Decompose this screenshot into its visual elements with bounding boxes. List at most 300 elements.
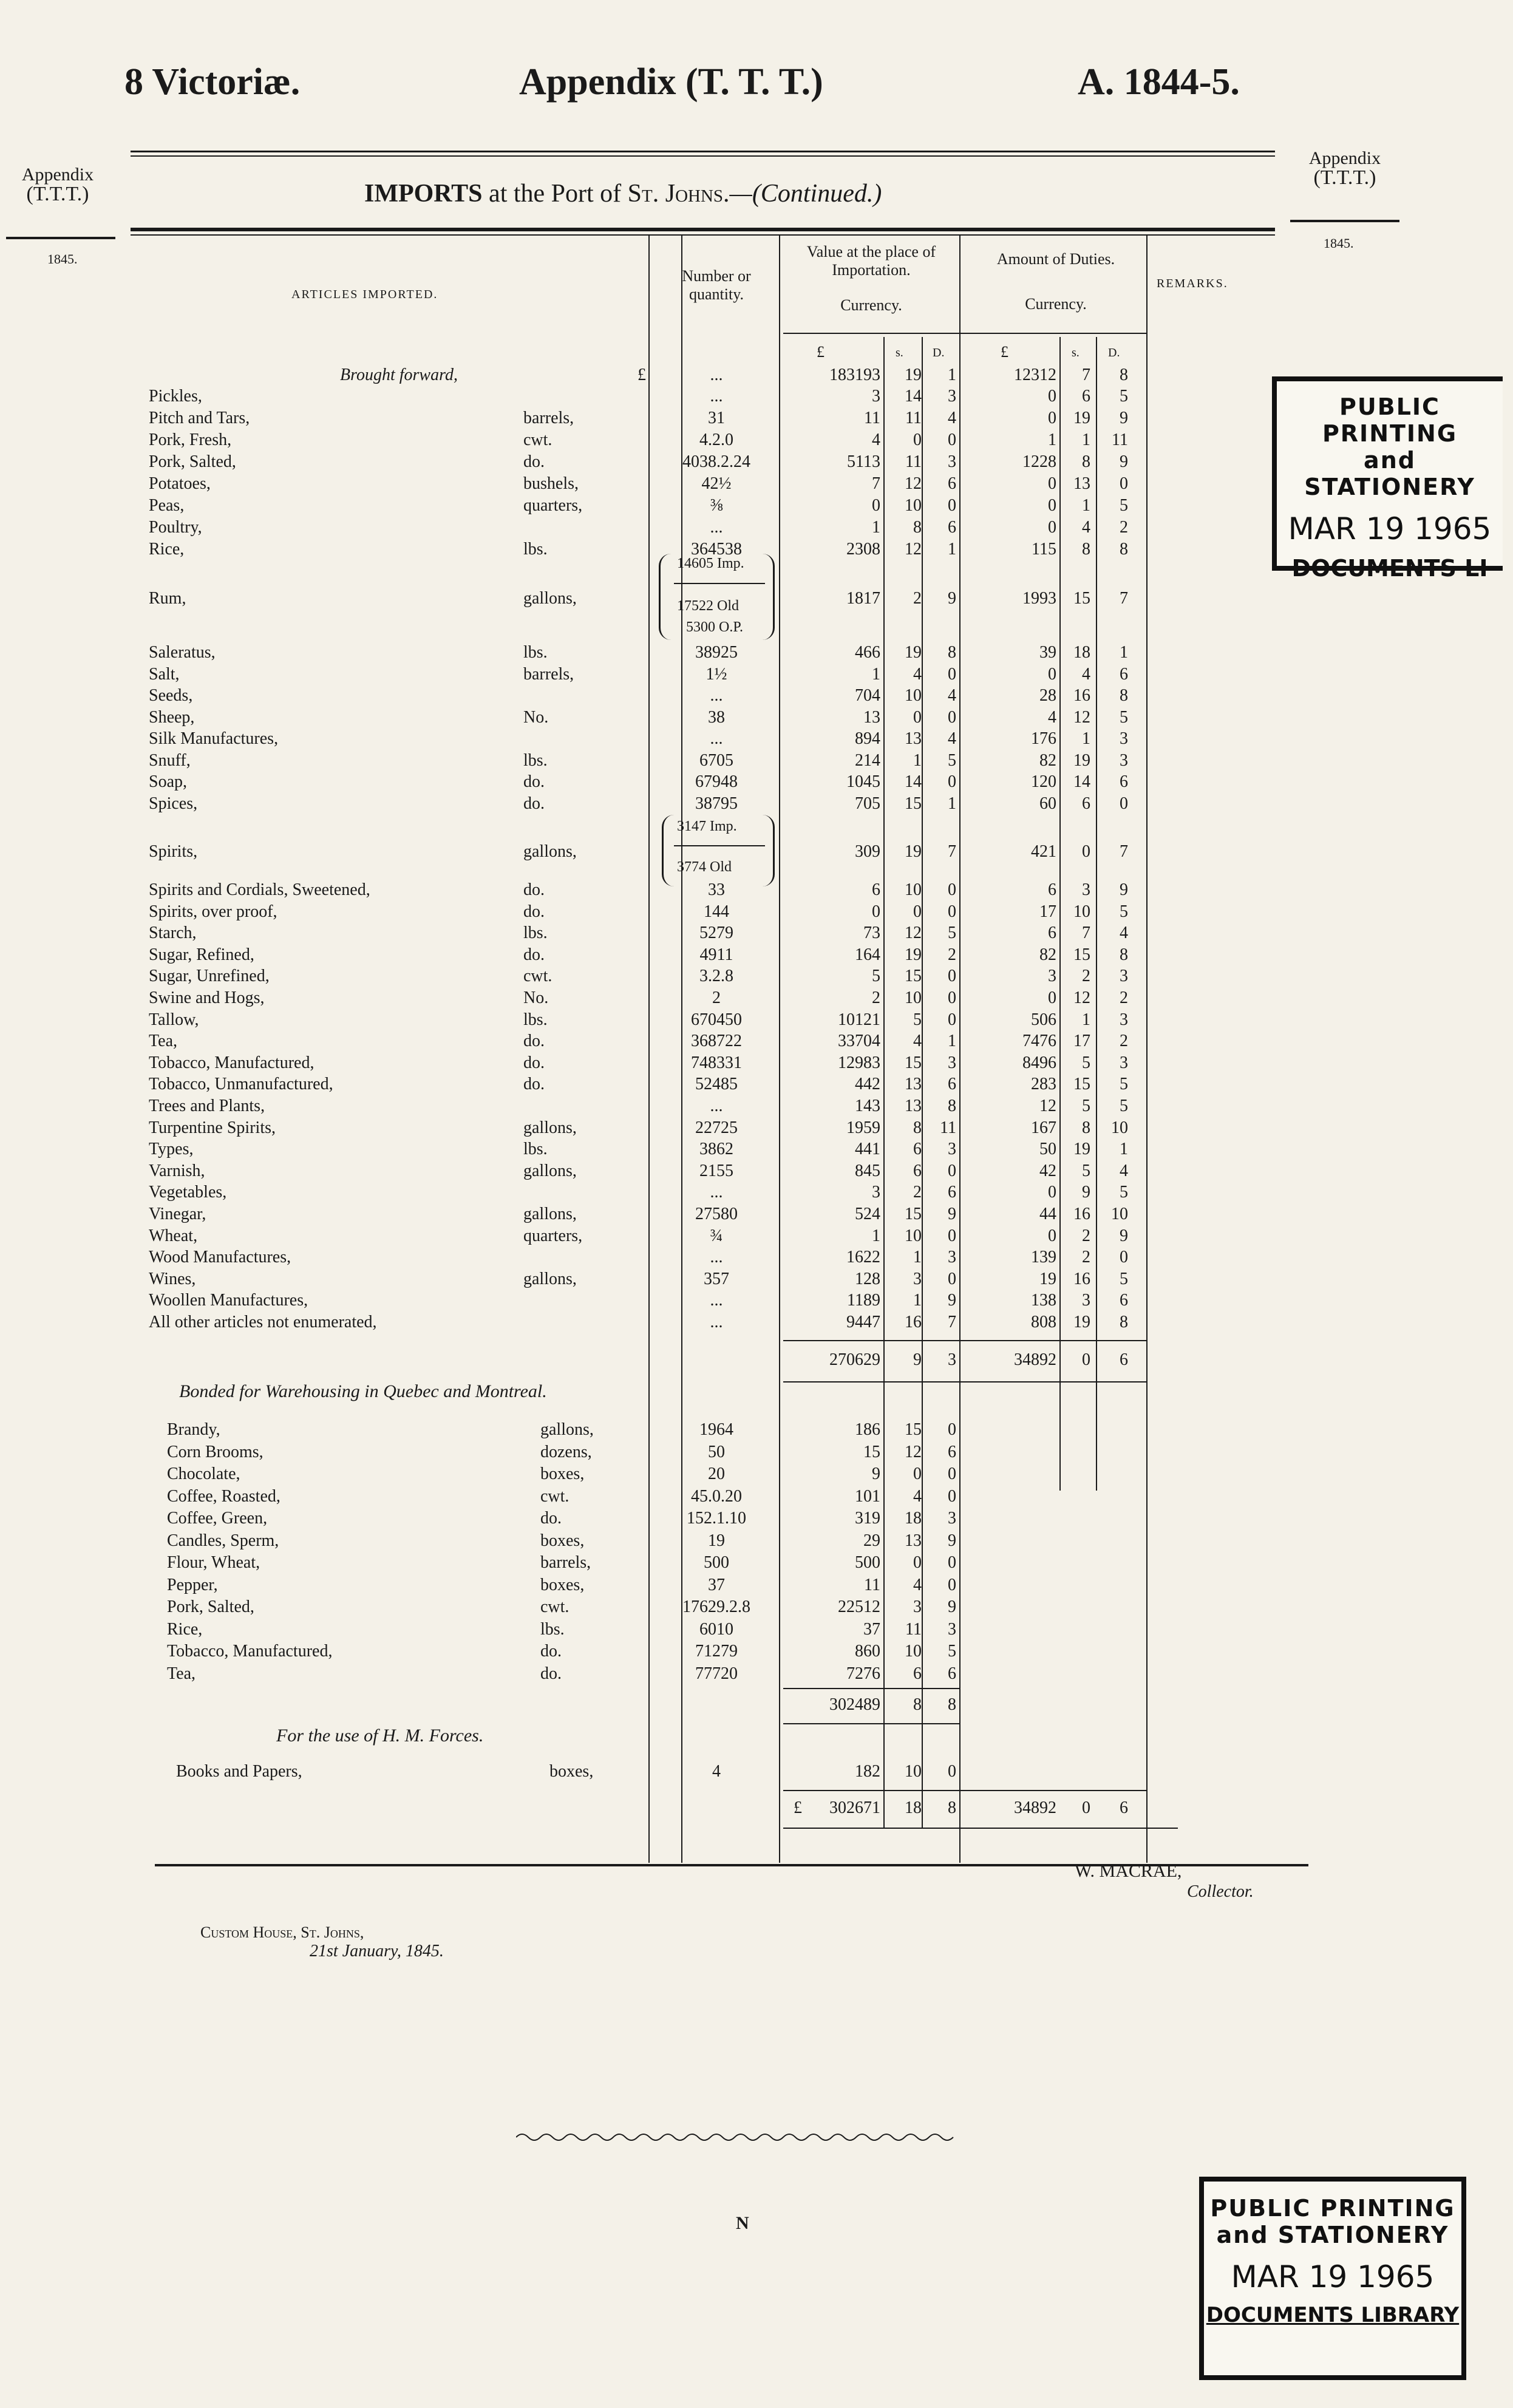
cell-value-shillings: 18 (905, 1509, 922, 1528)
cell-quantity: 20 (708, 1464, 725, 1483)
cell-duty-shillings: 0 (1082, 1798, 1090, 1817)
cell-value-pounds: 2 (872, 988, 880, 1007)
cell-unit: cwt. (523, 430, 552, 449)
cell-duty-shillings: 16 (1073, 686, 1090, 705)
cell-duty-pounds: 28 (1039, 686, 1056, 705)
rum-name: Rum, (149, 589, 186, 608)
cell-duty-pence: 0 (1120, 794, 1128, 813)
cell-value-pounds: 319 (855, 1509, 880, 1528)
cell-duty-shillings: 17 (1073, 1032, 1090, 1051)
title-rule-bottom-thin (131, 234, 1275, 236)
cell-article: Pork, Salted, (149, 452, 236, 471)
cell-value-shillings: 2 (913, 589, 922, 608)
cell-duty-pounds: 115 (1032, 540, 1056, 559)
row-subtotal-2 (0, 1694, 1513, 1716)
cell-article: Pickles, (149, 387, 202, 406)
col-unit-pound-value: £ (817, 343, 824, 361)
cell-quantity: 45.0.20 (691, 1486, 742, 1506)
cell-duty-pence: 6 (1120, 1291, 1128, 1310)
cell-value-pence: 3 (948, 387, 956, 406)
cell-quantity: ... (710, 387, 723, 406)
cell-value-shillings: 4 (913, 1486, 922, 1506)
cell-value-pounds: 143 (855, 1097, 880, 1115)
cell-value-pounds: 860 (855, 1642, 880, 1661)
cell-quantity: 748331 (691, 1053, 742, 1072)
cell-value-shillings: 13 (905, 1075, 922, 1094)
cell-article: Sheep, (149, 707, 195, 727)
cell-value-shillings: 11 (905, 1619, 922, 1639)
books-qty: 4 (712, 1762, 721, 1781)
cell-quantity: 38925 (695, 643, 738, 662)
cell-duty-shillings: 0 (1082, 1350, 1090, 1369)
cell-duty-shillings: 15 (1073, 945, 1090, 964)
cell-value-pounds: 3 (872, 387, 880, 406)
cell-quantity: 2155 (699, 1161, 733, 1180)
cell-value-pence: 3 (948, 1248, 956, 1267)
cell-article: Tobacco, Manufactured, (149, 1053, 314, 1072)
cell-value-pounds: 500 (855, 1553, 880, 1572)
cell-duty-pence: 5 (1120, 1075, 1128, 1094)
cell-quantity: 71279 (695, 1642, 738, 1661)
cell-article: Vegetables, (149, 1183, 227, 1202)
cell-article: Woollen Manufactures, (149, 1291, 308, 1310)
rum-qty-divider (674, 583, 765, 584)
cell-quantity: 77720 (695, 1664, 738, 1683)
cell-duty-pounds: 34892 (1014, 1798, 1056, 1817)
table-row (0, 1596, 1513, 1618)
cell-duty-pence: 3 (1120, 967, 1128, 986)
cell-duty-pounds: 167 (1031, 1118, 1056, 1137)
title-suffix: —(Continued.) (729, 180, 882, 208)
cell-unit: cwt. (540, 1486, 570, 1506)
table-row (0, 1117, 1513, 1139)
cell-value-shillings: 3 (913, 1597, 922, 1616)
cell-value-pounds: 6 (872, 880, 880, 899)
cell-duty-shillings: 7 (1082, 366, 1090, 384)
cell-unit: cwt. (540, 1597, 570, 1616)
cell-duty-pence: 9 (1120, 880, 1128, 899)
cell-value-pounds: 5113 (847, 452, 880, 471)
cell-quantity: ... (710, 1248, 723, 1267)
cell-value-shillings: 10 (905, 880, 922, 899)
cell-value-pence: 4 (948, 686, 956, 705)
cell-unit: do. (523, 902, 545, 921)
cell-article: Snuff, (149, 750, 191, 770)
signature-name: W. MACRAE, (1075, 1861, 1182, 1881)
cell-duty-pounds: 1 (1048, 430, 1056, 449)
cell-quantity: ... (710, 686, 723, 705)
cell-article: Candles, Sperm, (167, 1531, 279, 1550)
cell-duty-pence: 11 (1112, 430, 1128, 449)
cell-article: Varnish, (149, 1161, 205, 1180)
custom-house-line1: Custom House, St. Johns, (200, 1923, 364, 1941)
cell-duty-pounds: 421 (1031, 842, 1056, 861)
cell-value-shillings: 11 (905, 452, 922, 471)
cell-quantity: ... (710, 1183, 723, 1202)
cell-duty-pounds: 0 (1048, 664, 1056, 684)
stamp-top-date: MAR 19 1965 (1288, 511, 1492, 546)
cell-duty-pounds: 19 (1039, 1269, 1056, 1288)
cell-duty-shillings: 6 (1082, 794, 1090, 813)
cell-value-pence: 6 (948, 1075, 956, 1094)
header-underline (783, 333, 1148, 334)
table-row (0, 1486, 1513, 1508)
cell-unit: do. (523, 880, 545, 899)
cell-duty-shillings: 19 (1073, 1313, 1090, 1332)
cell-unit: do. (523, 1075, 545, 1094)
table-row (0, 1160, 1513, 1182)
cell-duty-pence: 3 (1120, 750, 1128, 770)
cell-duty-pence: 3 (1120, 1010, 1128, 1029)
cell-duty-shillings: 8 (1082, 452, 1090, 471)
table-row (0, 1441, 1513, 1463)
cell-article: Seeds, (149, 686, 193, 705)
table-row (0, 1052, 1513, 1074)
cell-value-pounds: 1045 (846, 772, 880, 791)
cell-value-pence: 0 (948, 1161, 956, 1180)
cell-value-pounds: 270629 (829, 1350, 880, 1369)
col-unit-d-value: D. (933, 346, 945, 359)
spirits-qty-imp: 3147 Imp. (677, 818, 737, 834)
cell-article: Spirits and Cordials, Sweetened, (149, 880, 370, 899)
table-row (0, 944, 1513, 966)
side-label-left-line1: Appendix (21, 165, 94, 185)
table-row (0, 1419, 1513, 1441)
col-head-remarks: REMARKS. (1157, 277, 1228, 290)
row-books (0, 1761, 1513, 1783)
cell-quantity: 17629.2.8 (682, 1597, 750, 1616)
cell-quantity: 27580 (695, 1205, 738, 1223)
cell-value-shillings: 6 (913, 1140, 922, 1159)
cell-quantity: 1½ (706, 664, 727, 684)
stamp-bottom-line2: and STATIONERY (1216, 2222, 1449, 2248)
cell-duty-pounds: 0 (1048, 474, 1056, 493)
cell-duty-pounds: 0 (1048, 1183, 1056, 1202)
cell-value-pounds: 10121 (838, 1010, 880, 1029)
cell-unit: dozens, (540, 1442, 592, 1461)
cell-value-shillings: 13 (905, 1531, 922, 1550)
cell-value-pounds: 13 (863, 707, 880, 727)
cell-article: Rice, (149, 540, 185, 559)
cell-value-shillings: 14 (905, 387, 922, 406)
cell-value-pence: 0 (948, 1575, 956, 1594)
cell-value-pence: 0 (948, 988, 956, 1007)
cell-value-pence: 3 (948, 1140, 956, 1159)
cell-unit: gallons, (523, 1269, 577, 1288)
table-row (0, 1641, 1513, 1662)
cell-unit: boxes, (540, 1464, 585, 1483)
table-row (0, 1530, 1513, 1552)
col-unit-s-duty: s. (1072, 346, 1080, 359)
cell-value-shillings: 15 (905, 967, 922, 986)
cell-article: Peas, (149, 496, 185, 515)
cell-duty-shillings: 1 (1082, 1010, 1090, 1029)
cell-duty-pence: 9 (1120, 1226, 1128, 1245)
cell-duty-shillings: 4 (1082, 518, 1090, 537)
cell-value-pounds: 4 (872, 430, 880, 449)
cell-unit: gallons, (523, 1161, 577, 1180)
cell-duty-pence: 9 (1120, 409, 1128, 427)
cell-duty-pence: 5 (1120, 707, 1128, 727)
cell-duty-pounds: 0 (1048, 409, 1056, 427)
spirits-unit: gallons, (523, 842, 577, 861)
cell-duty-pounds: 42 (1039, 1161, 1056, 1180)
cell-value-shillings: 11 (905, 409, 922, 427)
cell-quantity: ... (710, 1313, 723, 1332)
cell-duty-pence: 3 (1120, 1053, 1128, 1072)
cell-duty-shillings: 1 (1082, 729, 1090, 748)
cell-duty-shillings: 6 (1082, 387, 1090, 406)
cell-duty-shillings: 1 (1082, 496, 1090, 515)
cell-value-shillings: 14 (905, 772, 922, 791)
cell-value-pence: 8 (948, 1798, 956, 1817)
cell-value-pence: 6 (948, 1183, 956, 1202)
brought-forward-qty: ... (710, 366, 723, 384)
subtotal2-rule (783, 1688, 959, 1689)
table-row (0, 1663, 1513, 1685)
cell-quantity: 1964 (699, 1420, 733, 1439)
cell-quantity: 2 (712, 988, 721, 1007)
cell-article: Spirits, over proof, (149, 902, 277, 921)
cell-quantity: 50 (708, 1442, 725, 1461)
cell-value-shillings: 10 (905, 988, 922, 1007)
cell-value-pounds: 186 (855, 1420, 880, 1439)
table-row (0, 685, 1513, 707)
cell-value-pence: 8 (948, 1695, 956, 1714)
cell-value-shillings: 6 (913, 1161, 922, 1180)
cell-value-pence: 0 (948, 772, 956, 791)
cell-article: Spices, (149, 794, 198, 813)
cell-value-pence: 7 (948, 1313, 956, 1332)
table-row (0, 750, 1513, 772)
cell-unit: lbs. (523, 1140, 548, 1159)
books-name: Books and Papers, (176, 1762, 302, 1781)
cell-article: Wheat, (149, 1226, 198, 1245)
cell-value-shillings: 2 (913, 1183, 922, 1202)
cell-value-pounds: 0 (872, 496, 880, 515)
table-row (0, 879, 1513, 901)
cell-value-shillings: 19 (905, 945, 922, 964)
cell-unit: do. (523, 452, 545, 471)
cell-value-pounds: 441 (855, 1140, 880, 1159)
cell-value-pounds: 442 (855, 1075, 880, 1094)
cell-duty-pence: 5 (1120, 1269, 1128, 1288)
cell-quantity: 368722 (691, 1032, 742, 1051)
cell-quantity: 6705 (699, 750, 733, 770)
cell-duty-pence: 0 (1120, 474, 1128, 493)
cell-duty-shillings: 14 (1073, 772, 1090, 791)
cell-value-pounds: 29 (863, 1531, 880, 1550)
cell-value-pounds: 11 (864, 1575, 880, 1594)
cell-duty-pounds: 34892 (1014, 1350, 1056, 1369)
cell-value-shillings: 8 (913, 518, 922, 537)
side-rule-left (6, 237, 115, 239)
cell-value-pence: 3 (948, 1053, 956, 1072)
cell-duty-shillings: 10 (1073, 902, 1090, 921)
cell-duty-pence: 10 (1111, 1205, 1128, 1223)
cell-value-shillings: 10 (905, 686, 922, 705)
stamp-bottom-line1: PUBLIC PRINTING (1210, 2195, 1455, 2222)
cell-value-pounds: 1959 (846, 1118, 880, 1137)
cell-quantity: 5279 (699, 923, 733, 943)
table-row (0, 1138, 1513, 1160)
header-year: A. 1844-5. (1078, 61, 1240, 103)
cell-article: Coffee, Roasted, (167, 1486, 280, 1506)
cell-value-pence: 0 (948, 1464, 956, 1483)
custom-house-date: 21st January, 1845. (310, 1942, 444, 1961)
cell-unit: lbs. (540, 1619, 565, 1639)
cell-duty-pounds: 176 (1031, 729, 1056, 748)
cell-value-pence: 9 (948, 1597, 956, 1616)
cell-value-pence: 6 (948, 474, 956, 493)
cell-quantity: 42½ (701, 474, 732, 493)
cell-duty-pounds: 6 (1048, 880, 1056, 899)
side-label-left-line2: (T.T.T.) (26, 183, 89, 205)
table-row (0, 1225, 1513, 1247)
header-appendix: Appendix (T. T. T.) (519, 61, 823, 103)
cell-duty-pence: 6 (1120, 664, 1128, 684)
cell-value-pence: 7 (948, 842, 956, 861)
table-row (0, 1268, 1513, 1290)
header-session: 8 Victoriæ. (124, 61, 301, 103)
cell-duty-pence: 5 (1120, 902, 1128, 921)
cell-value-shillings: 15 (905, 1053, 922, 1072)
page-title (364, 179, 882, 208)
cell-duty-pounds: 1993 (1022, 589, 1056, 608)
cell-value-pounds: 73 (863, 923, 880, 943)
row-subtotal-1 (0, 1349, 1513, 1371)
rum-qty-old: 17522 Old (677, 598, 739, 614)
cell-value-shillings: 12 (905, 1442, 922, 1461)
cell-article: All other articles not enumerated, (149, 1313, 377, 1332)
brought-forward-unit: £ (638, 366, 646, 384)
cell-value-shillings: 8 (913, 1118, 922, 1137)
squiggle-divider (516, 2131, 959, 2143)
cell-article: Corn Brooms, (167, 1442, 264, 1461)
cell-article: Wines, (149, 1269, 196, 1288)
cell-quantity: ... (710, 1291, 723, 1310)
cell-duty-shillings: 8 (1082, 1118, 1090, 1137)
cell-quantity: 6010 (699, 1619, 733, 1639)
cell-value-pounds: 128 (855, 1269, 880, 1288)
cell-value-pounds: 182 (855, 1762, 880, 1781)
title-prefix: IMPORTS (364, 180, 483, 208)
cell-duty-pounds: 120 (1031, 772, 1056, 791)
signature-title: Collector. (1187, 1882, 1254, 1901)
cell-unit: do. (523, 772, 545, 791)
cell-quantity: 19 (708, 1531, 725, 1550)
cell-quantity: ... (710, 518, 723, 537)
cell-unit: cwt. (523, 967, 552, 986)
cell-duty-pounds: 1228 (1022, 452, 1056, 471)
cell-value-pence: 9 (948, 1205, 956, 1223)
cell-value-pence: 5 (948, 923, 956, 943)
cell-article: Salt, (149, 664, 180, 684)
stamp-bottom-line4: DOCUMENTS LIBRARY (1206, 2303, 1460, 2327)
cell-quantity: 357 (704, 1269, 729, 1288)
cell-duty-pence: 2 (1120, 1032, 1128, 1051)
cell-value-pounds: 9447 (846, 1313, 880, 1332)
cell-unit: barrels, (523, 409, 574, 427)
cell-unit: boxes, (540, 1531, 585, 1550)
cell-value-pence: 3 (948, 1619, 956, 1639)
cell-value-shillings: 10 (905, 1226, 922, 1245)
side-label-left (0, 165, 115, 204)
cell-duty-shillings: 0 (1082, 842, 1090, 861)
cell-duty-pounds: 808 (1031, 1313, 1056, 1332)
cell-value-pence: 9 (948, 1291, 956, 1310)
cell-value-pounds: 302489 (829, 1695, 880, 1714)
cell-value-pence: 5 (948, 750, 956, 770)
cell-duty-pence: 5 (1120, 387, 1128, 406)
cell-quantity: 144 (704, 902, 729, 921)
cell-duty-pence: 6 (1120, 1798, 1128, 1817)
cell-duty-shillings: 12 (1073, 707, 1090, 727)
cell-article: Turpentine Spirits, (149, 1118, 276, 1137)
cell-value-pounds: 7276 (846, 1664, 880, 1683)
cell-value-shillings: 16 (905, 1313, 922, 1332)
cell-unit: No. (523, 707, 549, 727)
title-middle: at the Port of (482, 180, 628, 208)
cell-duty-pence: 10 (1111, 1118, 1128, 1137)
cell-quantity: ... (710, 1097, 723, 1115)
table-row (0, 1030, 1513, 1052)
page-mark: N (736, 2213, 749, 2233)
books-unit: boxes, (549, 1762, 594, 1781)
cell-value-pounds: 101 (855, 1486, 880, 1506)
cell-value-pence: 9 (948, 589, 956, 608)
table-row (0, 664, 1513, 685)
cell-value-pence: 0 (948, 1486, 956, 1506)
cell-duty-pounds: 60 (1039, 794, 1056, 813)
table-row (0, 1574, 1513, 1596)
cell-value-shillings: 12 (905, 923, 922, 943)
subtotal2-rule-bottom (783, 1723, 959, 1724)
side-label-right (1284, 149, 1406, 188)
cell-value-pounds: 33704 (838, 1032, 880, 1051)
table-row (0, 1203, 1513, 1225)
cell-duty-pounds: 0 (1048, 1226, 1056, 1245)
cell-unit: do. (540, 1642, 562, 1661)
cell-value-pence: 0 (948, 1762, 956, 1781)
cell-value-shillings: 6 (913, 1664, 922, 1683)
cell-duty-pounds: 283 (1031, 1075, 1056, 1094)
cell-duty-pounds: 139 (1031, 1248, 1056, 1267)
cell-duty-shillings: 19 (1073, 409, 1090, 427)
cell-value-pence: 11 (940, 1118, 956, 1137)
cell-article: Sugar, Unrefined, (149, 967, 270, 986)
cell-duty-shillings: 4 (1082, 664, 1090, 684)
cell-value-pence: 0 (948, 880, 956, 899)
cell-duty-shillings: 15 (1073, 1075, 1090, 1094)
col-unit-pound-duty: £ (1001, 343, 1008, 361)
cell-value-shillings: 0 (913, 430, 922, 449)
cell-duty-shillings: 1 (1082, 430, 1090, 449)
table-row (0, 987, 1513, 1009)
cell-value-shillings: 15 (905, 1420, 922, 1439)
cell-duty-pence: 4 (1120, 923, 1128, 943)
cell-duty-shillings: 8 (1082, 540, 1090, 559)
cell-duty-pounds: 50 (1039, 1140, 1056, 1159)
cell-value-pounds: 12983 (838, 1053, 880, 1072)
cell-article: Sugar, Refined, (149, 945, 254, 964)
cell-duty-shillings: 3 (1082, 1291, 1090, 1310)
cell-unit: lbs. (523, 540, 548, 559)
cell-value-pounds: 15 (863, 1442, 880, 1461)
cell-value-pence: 3 (948, 452, 956, 471)
cell-value-pounds: 894 (855, 729, 880, 748)
cell-value-pounds: 1 (872, 1226, 880, 1245)
